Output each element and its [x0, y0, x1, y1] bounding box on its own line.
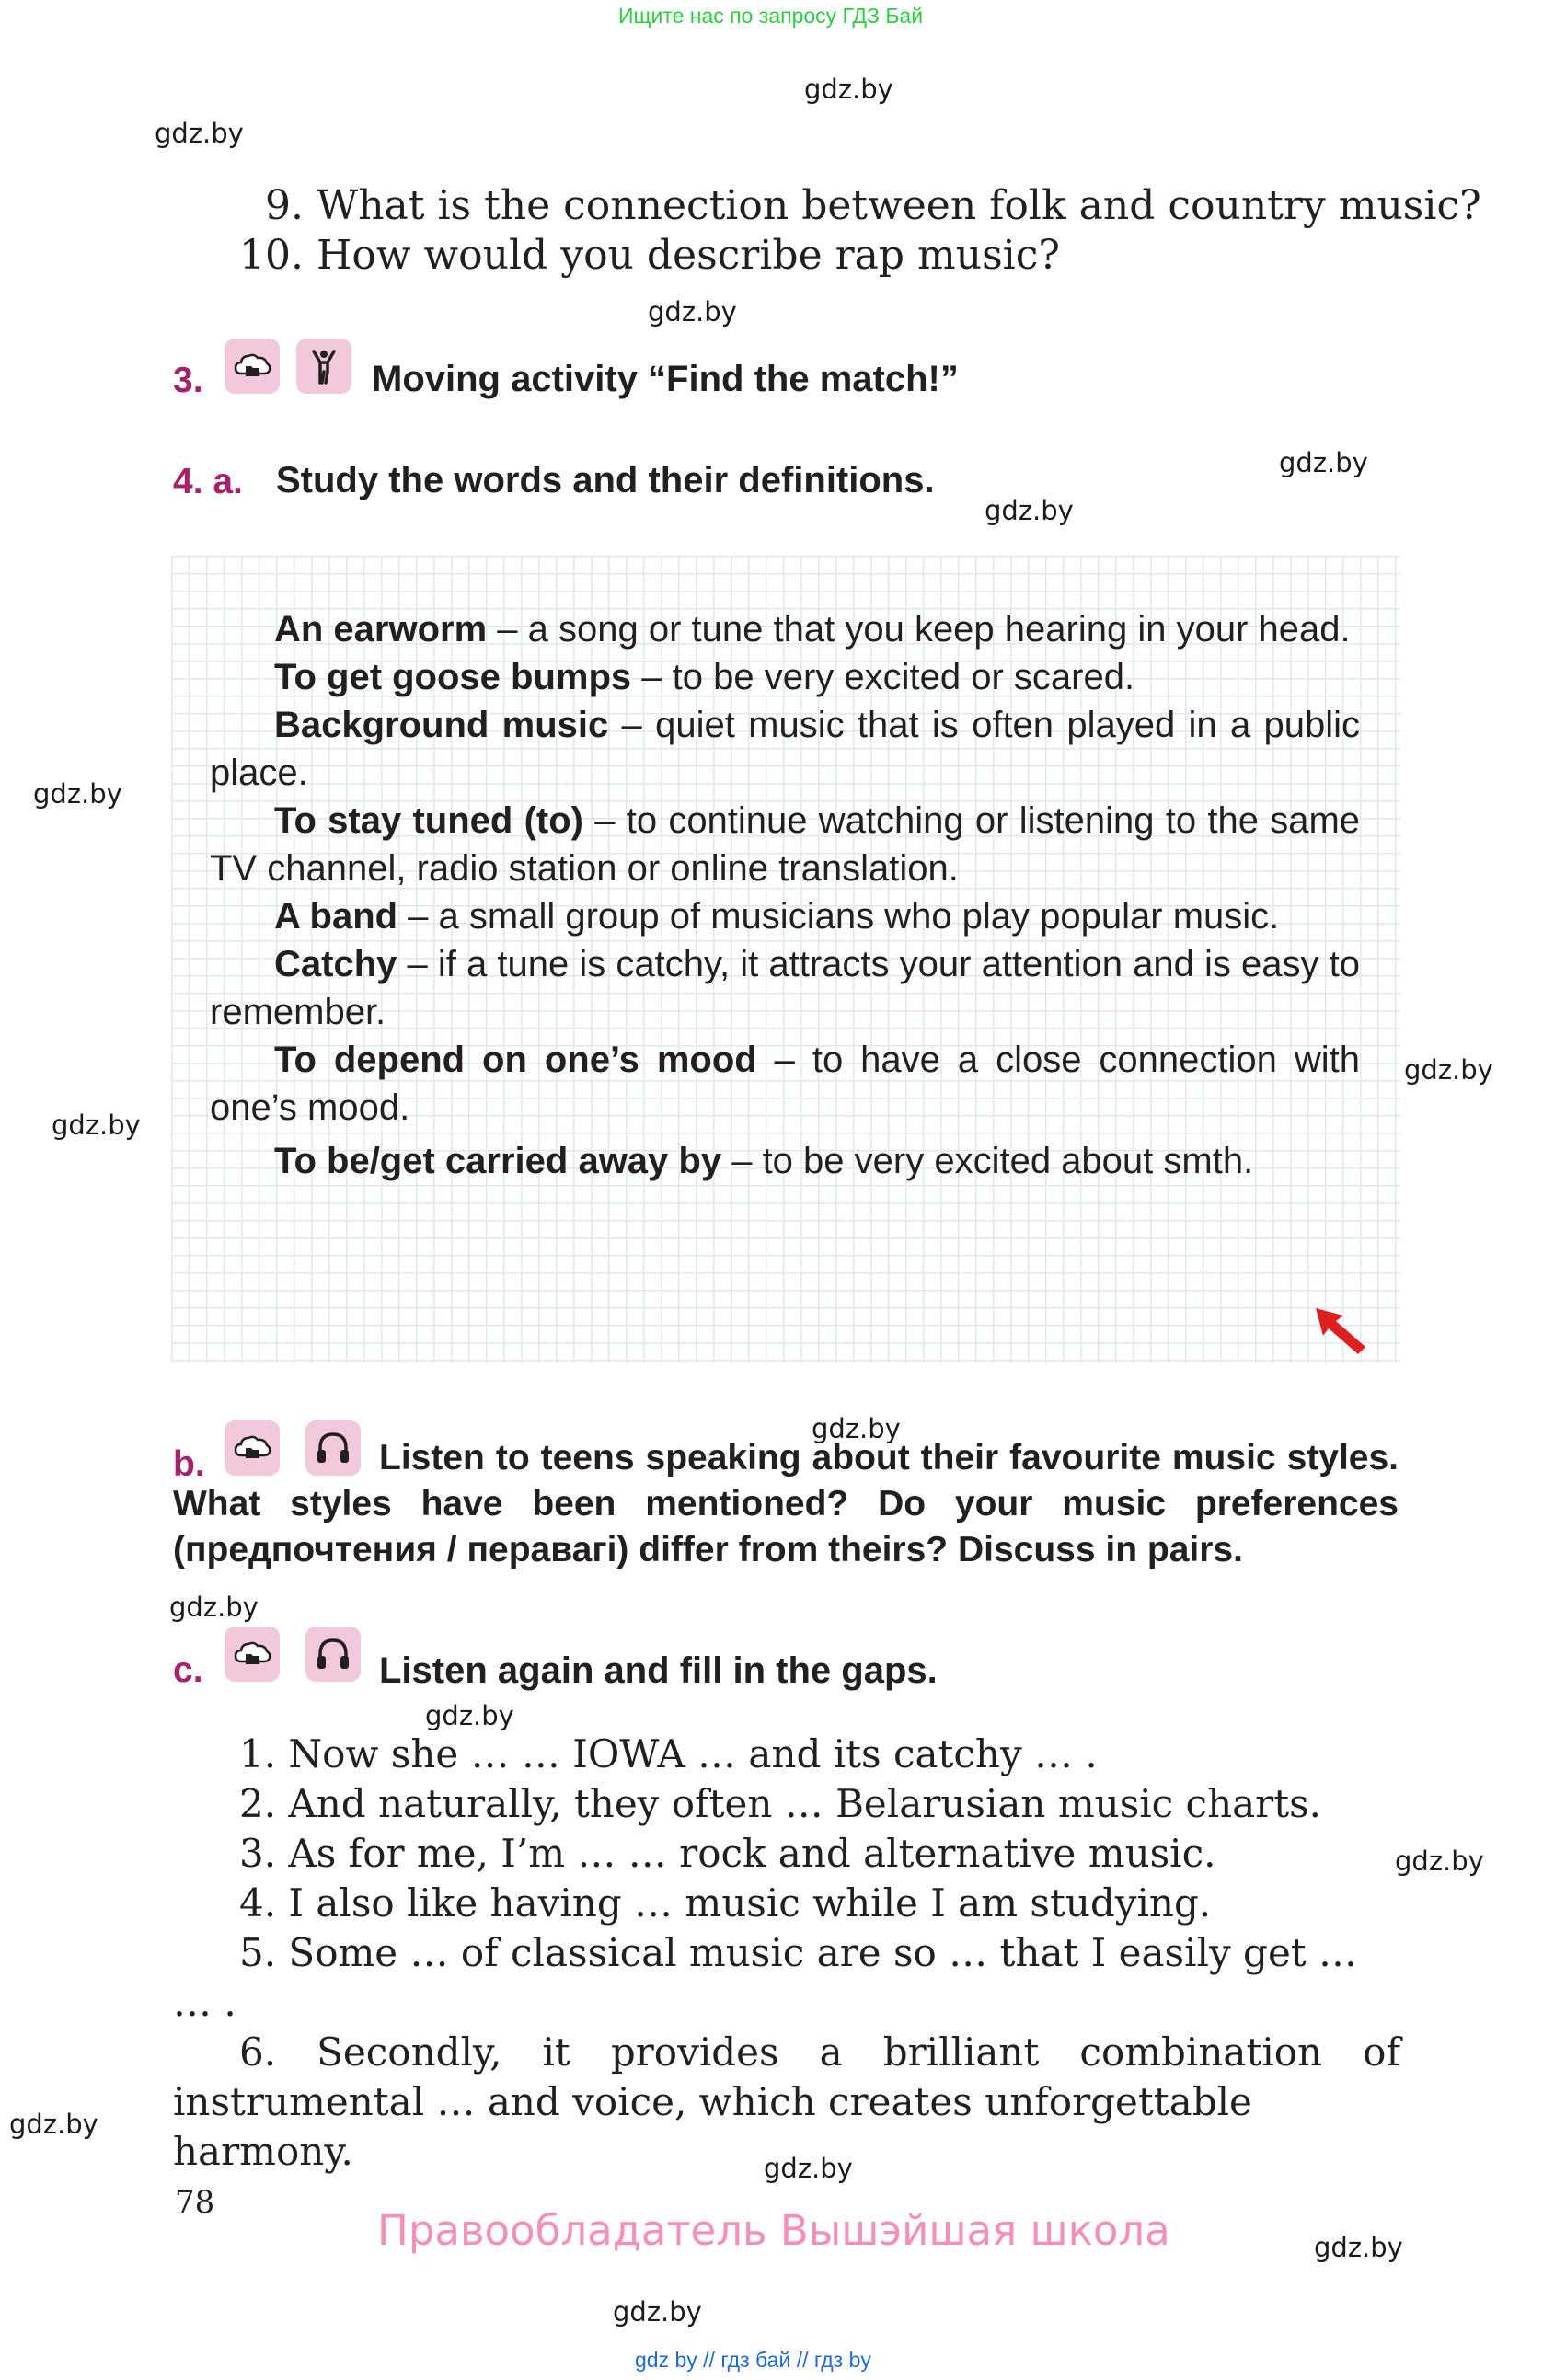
watermark: gdz.by	[33, 778, 122, 810]
watermark: gdz.by	[764, 2153, 853, 2184]
definition-item: An earworm – a song or tune that you keep hearing in your head.	[274, 609, 1351, 650]
task-4c-title: Listen again and fill in the gaps.	[379, 1650, 938, 1691]
definitions-list	[210, 605, 1360, 1185]
definition-item: To stay tuned (to) – to continue watching or listening to the same TV channel, radio station or online translation.	[210, 800, 1361, 889]
task-4c-number: c.	[173, 1650, 203, 1690]
watermark: gdz.by	[1279, 447, 1368, 478]
watermark: gdz.by	[9, 2109, 98, 2140]
definition-item: Catchy – if a tune is catchy, it attracts your attention and is easy to remember.	[210, 944, 1360, 1032]
task-4a-number: 4. a.	[173, 462, 243, 501]
top-banner: Ищите нас по запросу ГДЗ Бай	[618, 4, 924, 28]
watermark: gdz.by	[1314, 2232, 1403, 2263]
gap-sentence: 3. As for me, I’m … … rock and alternative music.	[239, 1831, 1216, 1876]
gap-sentence: 4. I also like having … music while I am studying.	[239, 1880, 1212, 1926]
gap-sentences	[173, 1730, 1400, 2177]
watermark: gdz.by	[169, 1592, 259, 1623]
watermark: gdz.by	[155, 118, 244, 149]
task-4a-title: Study the words and their definitions.	[276, 460, 935, 500]
watermark: gdz.by	[52, 1110, 141, 1141]
copyright-text: Правообладатель Вышэйшая школа	[377, 2206, 1170, 2255]
gap-sentence: 5. Some … of classical music are so … that I easily get … … .	[173, 1930, 1358, 2025]
definition-item: To be/get carried away by – to be very excited about smth.	[274, 1141, 1254, 1181]
task-3-title: Moving activity “Find the match!”	[372, 359, 959, 399]
definition-item: To depend on one’s mood – to have a close connection with one’s mood.	[210, 1040, 1360, 1128]
task-3-number: 3.	[173, 361, 203, 400]
watermark: gdz.by	[613, 2296, 702, 2328]
page-number: 78	[175, 2184, 215, 2221]
watermark: gdz.by	[425, 1700, 514, 1731]
watermark: gdz.by	[1404, 1054, 1493, 1086]
question-10: 10. How would you describe rap music?	[239, 232, 1060, 279]
task-4b-text: Listen to teens speaking about their favourite music styles. What styles have been mentioned? Do your music preferences (предпочтения / перавагі) differ from theirs? Discuss in pairs.	[173, 1438, 1399, 1569]
watermark: gdz.by	[1395, 1845, 1484, 1877]
gap-sentence: 1. Now she … … IOWA … and its catchy … .	[239, 1731, 1098, 1776]
question-9: 9. What is the connection between folk and country music?	[265, 182, 1481, 229]
cloud-folder-icon	[225, 1627, 280, 1682]
watermark: gdz.by	[812, 1413, 901, 1444]
headphones-icon	[305, 1627, 361, 1682]
cloud-folder-icon	[225, 339, 280, 394]
watermark: gdz.by	[985, 495, 1074, 526]
gap-sentence: 6. Secondly, it provides a brilliant combination of	[239, 2029, 1400, 2075]
gap-sentence: instrumental … and voice, which creates unforgettable harmony.	[173, 2079, 1252, 2174]
definition-item: Background music – quiet music that is often played in a public place.	[210, 705, 1361, 793]
watermark: gdz.by	[804, 74, 893, 105]
bottom-links[interactable]: gdz by // гдз бай // гдз by	[635, 2348, 871, 2372]
definition-item: A band – a small group of musicians who play popular music.	[274, 896, 1280, 937]
definition-item: To get goose bumps – to be very excited or scared.	[274, 657, 1135, 697]
person-standing-icon	[296, 339, 351, 394]
arrow-icon	[1312, 1305, 1371, 1358]
watermark: gdz.by	[648, 296, 737, 328]
gap-sentence: 2. And naturally, they often … Belarusian music charts.	[239, 1781, 1322, 1826]
task-4b-number: b.	[173, 1444, 205, 1484]
